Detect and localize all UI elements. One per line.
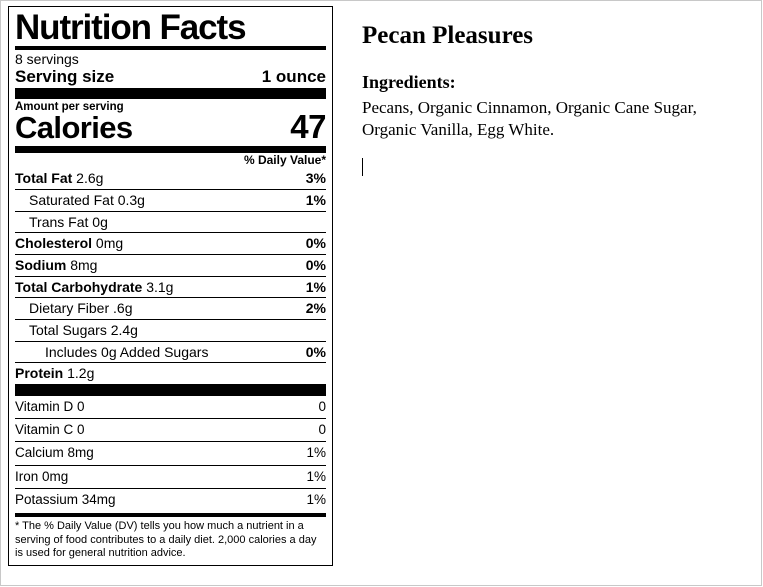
nutrient-daily-value: 0% (305, 343, 326, 360)
nutrient-daily-value: 3% (305, 170, 326, 187)
nutrient-row (15, 362, 326, 384)
nutrient-row (15, 254, 326, 276)
vitamin-name: Potassium 34mg (15, 491, 116, 507)
serving-size-label: Serving size (15, 66, 115, 86)
nutrient-daily-value: 1% (305, 278, 326, 295)
nutrient-name: Total Carbohydrate 3.1g (15, 278, 174, 295)
daily-value-header: % Daily Value* (243, 152, 326, 167)
ingredients-heading: Ingredients: (362, 72, 456, 92)
vitamin-row (15, 395, 326, 418)
vitamin-row (15, 488, 326, 511)
divider-under-calories (15, 146, 326, 153)
product-info-column (362, 22, 742, 142)
divider-thick-vitamins (15, 384, 326, 395)
nutrient-row (15, 168, 326, 189)
nutrient-name: Protein 1.2g (15, 365, 95, 382)
vitamin-daily-value: 1% (306, 445, 326, 461)
nutrient-list (15, 168, 326, 384)
vitamin-daily-value: 1% (306, 468, 326, 484)
footnote-wrap (15, 513, 326, 561)
nutrient-row (15, 211, 326, 233)
nutrient-name: Total Fat 2.6g (15, 170, 104, 187)
vitamin-name: Vitamin D 0 (15, 399, 85, 414)
nutrient-daily-value: 0% (305, 256, 326, 273)
amount-per-serving-label: Amount per serving (15, 100, 124, 113)
ingredients-text: Pecans, Organic Cinnamon, Organic Cane Sugar, Organic Vanilla, Egg White. (362, 98, 697, 140)
nutrient-row (15, 276, 326, 298)
nutrient-name: Dietary Fiber .6g (29, 300, 133, 317)
nutrient-row (15, 319, 326, 341)
servings-per-container: 8 servings (15, 51, 79, 68)
calories-label: Calories (15, 109, 133, 145)
vitamin-daily-value: 0 (318, 422, 326, 438)
nutrient-row (15, 232, 326, 254)
nutrient-row (15, 341, 326, 363)
nutrient-row (15, 189, 326, 211)
nutrition-facts-title: Nutrition Facts (15, 8, 246, 47)
vitamin-name: Vitamin C 0 (15, 422, 85, 438)
vitamin-row (15, 465, 326, 488)
text-cursor-caret[interactable] (362, 158, 363, 176)
calories-row (15, 107, 326, 145)
nutrient-daily-value: 0% (305, 235, 326, 252)
nutrition-facts-panel (8, 6, 333, 566)
vitamin-name: Iron 0mg (15, 468, 69, 484)
nutrient-daily-value: 1% (305, 191, 326, 208)
calories-value: 47 (290, 107, 326, 145)
nutrient-name: Includes 0g Added Sugars (45, 343, 209, 360)
nutrient-name: Trans Fat 0g (29, 213, 108, 230)
vitamin-daily-value: 0 (318, 399, 326, 414)
vitamin-name: Calcium 8mg (15, 445, 94, 461)
serving-size-row (15, 68, 326, 86)
nutrient-name: Sodium 8mg (15, 256, 98, 273)
vitamin-daily-value: 1% (306, 491, 326, 507)
daily-value-footnote: * The % Daily Value (DV) tells you how much a nutrient in a serving of food contributes to a daily diet. 2,000 calories a day is used for general nutrition advice. (15, 519, 317, 560)
divider-thick-calories (15, 88, 326, 99)
nutrient-name: Cholesterol 0mg (15, 235, 124, 252)
nutrient-name: Total Sugars 2.4g (29, 321, 138, 338)
product-title: Pecan Pleasures (362, 22, 534, 49)
vitamin-row (15, 441, 326, 464)
vitamin-row (15, 418, 326, 441)
nutrient-daily-value: 2% (305, 300, 326, 317)
nutrient-row (15, 297, 326, 319)
nutrient-name: Saturated Fat 0.3g (29, 191, 145, 208)
vitamin-list (15, 395, 326, 511)
serving-size-value: 1 ounce (261, 66, 326, 86)
